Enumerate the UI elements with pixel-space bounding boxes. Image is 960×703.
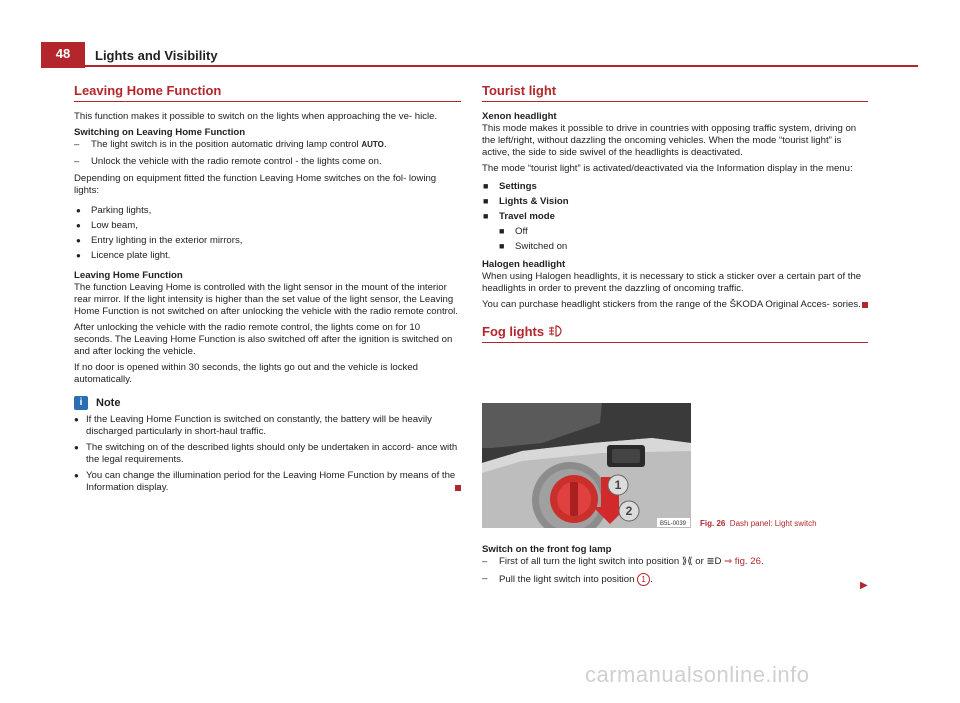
fog-steps	[482, 544, 868, 591]
page-number: 48	[55, 46, 71, 61]
auto-symbol: AUTO	[361, 140, 384, 149]
submenu-item-text: Switched on	[515, 241, 568, 252]
halogen-heading: Halogen headlight	[482, 259, 566, 270]
step-text: Unlock the vehicle with the radio remote control - the lights come on.	[91, 156, 382, 167]
figure-label-2: 2	[625, 504, 633, 518]
step-text-end: .	[760, 556, 764, 567]
submenu-item	[482, 241, 868, 253]
bullet-icon: ●	[76, 206, 81, 215]
square-bullet-icon: ■	[499, 241, 505, 251]
list-item-text: Entry lighting in the exterior mirrors,	[91, 235, 243, 246]
low-beam-icon: ≣D	[706, 556, 722, 567]
menu-item-text: Travel mode	[499, 211, 555, 222]
bullet-icon: ●	[74, 415, 79, 424]
step-text: Pull the light switch into position	[499, 574, 638, 585]
list-item-text: Licence plate light.	[91, 250, 171, 261]
figure-code: B5L-0039	[659, 521, 687, 527]
position-number: 1	[637, 573, 650, 586]
section-title-fog-lights	[482, 325, 868, 343]
page-header	[0, 0, 960, 70]
section-title-tourist-light: Tourist light	[482, 85, 868, 102]
step-item	[74, 139, 461, 151]
note-header	[74, 396, 461, 410]
section-end-mark	[862, 302, 868, 308]
step-item	[482, 573, 868, 586]
step-text: First of all turn the light switch into position	[499, 556, 682, 567]
header-rule	[85, 65, 918, 67]
square-bullet-icon: ■	[483, 211, 489, 221]
step-text: The light switch is in the position automatic driving lamp control	[91, 139, 362, 150]
step-item	[74, 156, 461, 168]
list-item	[74, 205, 461, 217]
halogen-text: When using Halogen headlights, it is necessary to stick a sticker over a certain part of the headlights in order to prevent the dazzling of oncoming traffic.	[482, 271, 862, 294]
intro-text: This function makes it possible to switch on the lights when approaching the ve- hicle.	[74, 111, 438, 122]
step-text-end: .	[650, 574, 653, 585]
function-paragraph-1: The function Leaving Home is controlled with the light sensor in the mount of the interior rear mirror. If the light intensity is higher than the set value of the light sensor, the Leaving Home Function is not switched on after unlocking the vehicle with the radio remote control.	[74, 282, 458, 317]
xenon-heading: Xenon headlight	[482, 111, 557, 122]
submenu-item-text: Off	[515, 226, 528, 237]
step-text-or: or	[692, 556, 707, 567]
function-heading: Leaving Home Function	[74, 270, 183, 281]
list-item-text: Parking lights,	[91, 205, 152, 216]
note-text: The switching on of the described lights should only be undertaken in accord- ance with the legal requirements.	[86, 442, 458, 465]
function-paragraph-2: After unlocking the vehicle with the radio remote control, the lights come on for 10 seconds. The Leaving Home Function is also switched off after the ignition is switched on and after locking the vehicle.	[74, 322, 453, 357]
chapter-title: Lights and Visibility	[95, 48, 218, 63]
note-text: If the Leaving Home Function is switched on constantly, the battery will be heavily discharged particularly in short-haul traffic.	[86, 414, 432, 437]
menu-item	[482, 181, 868, 193]
note-item	[74, 470, 461, 494]
function-paragraph-3: If no door is opened within 30 seconds, the lights go out and the vehicle is locked automatically.	[74, 362, 418, 385]
figure-caption-number: Fig. 26	[700, 519, 726, 528]
front-fog-heading: Switch on the front fog lamp	[482, 544, 612, 555]
menu-text: The mode “tourist light” is activated/deactivated via the Information display in the menu:	[482, 163, 853, 174]
continue-arrow-icon: ▶	[860, 580, 868, 591]
menu-item	[482, 211, 868, 223]
bullet-icon: ●	[76, 236, 81, 245]
figure-label-1: 1	[614, 478, 622, 492]
dash-mark: –	[482, 573, 488, 584]
bullet-icon: ●	[74, 471, 79, 480]
square-bullet-icon: ■	[483, 196, 489, 206]
parking-light-icon: ⟫⟪	[681, 556, 693, 567]
right-column	[482, 85, 868, 343]
bullet-icon: ●	[76, 221, 81, 230]
fog-light-icon	[548, 325, 562, 337]
fog-title-text: Fog lights	[482, 324, 545, 339]
submenu-item	[482, 226, 868, 238]
note-item	[74, 442, 461, 466]
menu-item-text: Settings	[499, 181, 537, 192]
note-title: Note	[96, 397, 121, 409]
switching-heading: Switching on Leaving Home Function	[74, 127, 246, 138]
step-text-end: .	[383, 139, 387, 150]
list-item	[74, 220, 461, 232]
square-bullet-icon: ■	[483, 181, 489, 191]
list-item	[74, 235, 461, 247]
figure-reference-link[interactable]: ⇒ fig. 26	[724, 556, 761, 567]
note-text: You can change the illumination period for the Leaving Home Function by means of the Information display.	[86, 470, 456, 493]
figure-caption-text: Dash panel: Light switch	[729, 519, 817, 528]
list-item-text: Low beam,	[91, 220, 138, 231]
note-item	[74, 414, 461, 438]
left-column	[74, 85, 461, 498]
bullet-icon: ●	[76, 251, 81, 260]
dash-mark: –	[74, 139, 80, 150]
dash-mark: –	[74, 156, 80, 167]
section-title-leaving-home: Leaving Home Function	[74, 85, 461, 102]
purchase-text-content: You can purchase headlight stickers from the range of the ŠKODA Original Acces- sories.	[482, 299, 861, 310]
equipment-text: Depending on equipment fitted the function Leaving Home switches on the fol- lowing lights:	[74, 173, 437, 196]
dash-mark: –	[482, 556, 488, 567]
menu-item	[482, 196, 868, 208]
section-end-mark	[455, 485, 461, 491]
square-bullet-icon: ■	[499, 226, 505, 236]
menu-item-text: Lights & Vision	[499, 196, 569, 207]
info-icon	[74, 396, 88, 410]
step-item	[482, 556, 868, 568]
xenon-text: This mode makes it possible to drive in countries with opposing traffic system, driving on the left/right, without dazzling the oncoming vehicles. When the mode “tourist light” is active, the side to side swivel of the headlights is deactivated.	[482, 123, 857, 158]
bullet-icon: ●	[74, 443, 79, 452]
purchase-text	[482, 299, 868, 311]
watermark: carmanualsonline.info	[585, 662, 810, 687]
light-switch-figure	[482, 403, 691, 528]
light-switch-illustration	[482, 403, 691, 528]
list-item	[74, 250, 461, 262]
figure-caption	[700, 519, 817, 528]
